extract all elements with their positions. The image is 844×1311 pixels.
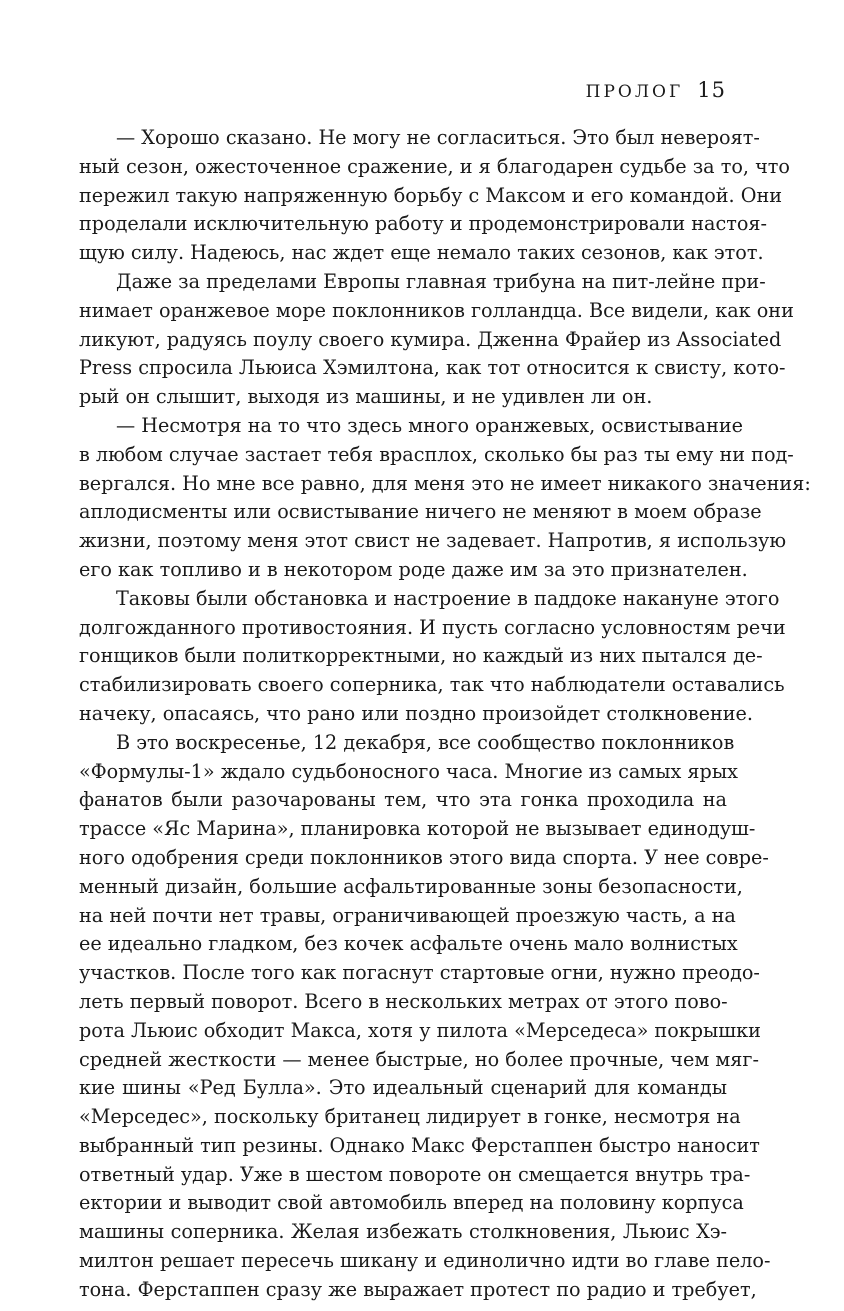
text-line: трассе «Яс Марина», планировка которой не вызывает единодуш-: [79, 817, 756, 841]
text-line: щую силу. Надеюсь, нас ждет еще немало таких сезонов, как этот.: [79, 241, 764, 265]
text-line: — Хорошо сказано. Не могу не согласиться. Это был невероят-: [116, 126, 760, 149]
text-line: в любом случае застает тебя врасплох, сколько бы раз ты ему ни под-: [79, 442, 794, 466]
text-line: фанатов были разочарованы тем, что эта гонка проходила на: [79, 788, 727, 812]
text-line: В это воскресенье, 12 декабря, все сообщество поклонников: [116, 730, 735, 754]
text-line: выбранный тип резины. Однако Макс Ферстаппен быстро наносит: [79, 1133, 760, 1157]
text-line: жизни, поэтому меня этот свист не задевает. Напротив, я использую: [79, 529, 787, 553]
section-title: ПРОЛОГ: [585, 82, 684, 102]
text-line: — Несмотря на то что здесь много оранжевых, освистывание: [116, 413, 743, 437]
text-line: участков. После того как погаснут стартовые огни, нужно преодо-: [79, 961, 760, 985]
text-line: ектории и выводит свой автомобиль вперед на половину корпуса: [79, 1191, 744, 1215]
text-line: рота Льюис обходит Макса, хотя у пилота «Мерседеса» покрышки: [79, 1018, 761, 1042]
text-line: начеку, опасаясь, что рано или поздно произойдет столкновение.: [79, 701, 753, 725]
text-line: менный дизайн, большие асфальтированные зоны безопасности,: [79, 874, 743, 898]
text-line: пережил такую напряженную борьбу с Максом и его командой. Они: [79, 183, 783, 207]
text-line: машины соперника. Желая избежать столкновения, Льюис Хэ-: [79, 1220, 727, 1244]
running-head: [586, 76, 726, 106]
text-line: гонщиков были политкорректными, но каждый из них пытался де-: [79, 644, 763, 668]
text-line: ее идеально гладком, без кочек асфальте очень мало волнистых: [79, 932, 738, 956]
text-line: ный сезон, ожесточенное сражение, и я благодарен судьбе за то, что: [79, 154, 790, 178]
text-line: ответный удар. Уже в шестом повороте он смещается внутрь тра-: [79, 1162, 751, 1186]
text-line: средней жесткости — менее быстрые, но более прочные, чем мяг-: [79, 1047, 759, 1071]
text-line: стабилизировать своего соперника, так что наблюдатели оставались: [79, 673, 785, 697]
page-number: 15: [697, 78, 726, 102]
text-line: Таковы были обстановка и настроение в паддоке накануне этого: [116, 586, 780, 610]
text-line: Даже за пределами Европы главная трибуна на пит-лейне при-: [116, 269, 766, 293]
text-line: кие шины «Ред Булла». Это идеальный сценарий для команды: [79, 1076, 727, 1100]
text-line: леть первый поворот. Всего в нескольких метрах от этого пово-: [79, 989, 728, 1013]
text-line: вергался. Но мне все равно, для меня это не имеет никакого значения:: [79, 471, 811, 495]
text-line: нимает оранжевое море поклонников голландца. Все видели, как они: [79, 298, 794, 322]
text-line: проделали исключительную работу и продемонстрировали настоя-: [79, 212, 767, 236]
text-line: аплодисменты или освистывание ничего не меняют в моем образе: [79, 500, 762, 524]
text-line: долгожданного противостояния. И пусть согласно условностям речи: [79, 615, 786, 639]
text-line: ликуют, радуясь поулу своего кумира. Дженна Фрайер из Associated: [79, 327, 782, 351]
text-line: тона. Ферстаппен сразу же выражает протест по радио и требует,: [79, 1277, 757, 1301]
body-text: [79, 124, 811, 1305]
text-line: на ней почти нет травы, ограничивающей проезжую часть, а на: [79, 903, 736, 927]
text-line: Press спросила Льюиса Хэмилтона, как тот относится к свисту, кото-: [79, 356, 786, 380]
text-line: рый он слышит, выходя из машины, и не удивлен ли он.: [79, 385, 653, 409]
text-line: милтон решает пересечь шикану и единолично идти во главе пело-: [79, 1249, 771, 1273]
text-line: «Формулы-1» ждало судьбоносного часа. Многие из самых ярых: [79, 759, 738, 783]
text-line: «Мерседес», поскольку британец лидирует в гонке, несмотря на: [79, 1105, 741, 1129]
text-line: ного одобрения среди поклонников этого вида спорта. У нее совре-: [79, 845, 769, 869]
text-line: его как топливо и в некотором роде даже им за это признателен.: [79, 557, 748, 581]
